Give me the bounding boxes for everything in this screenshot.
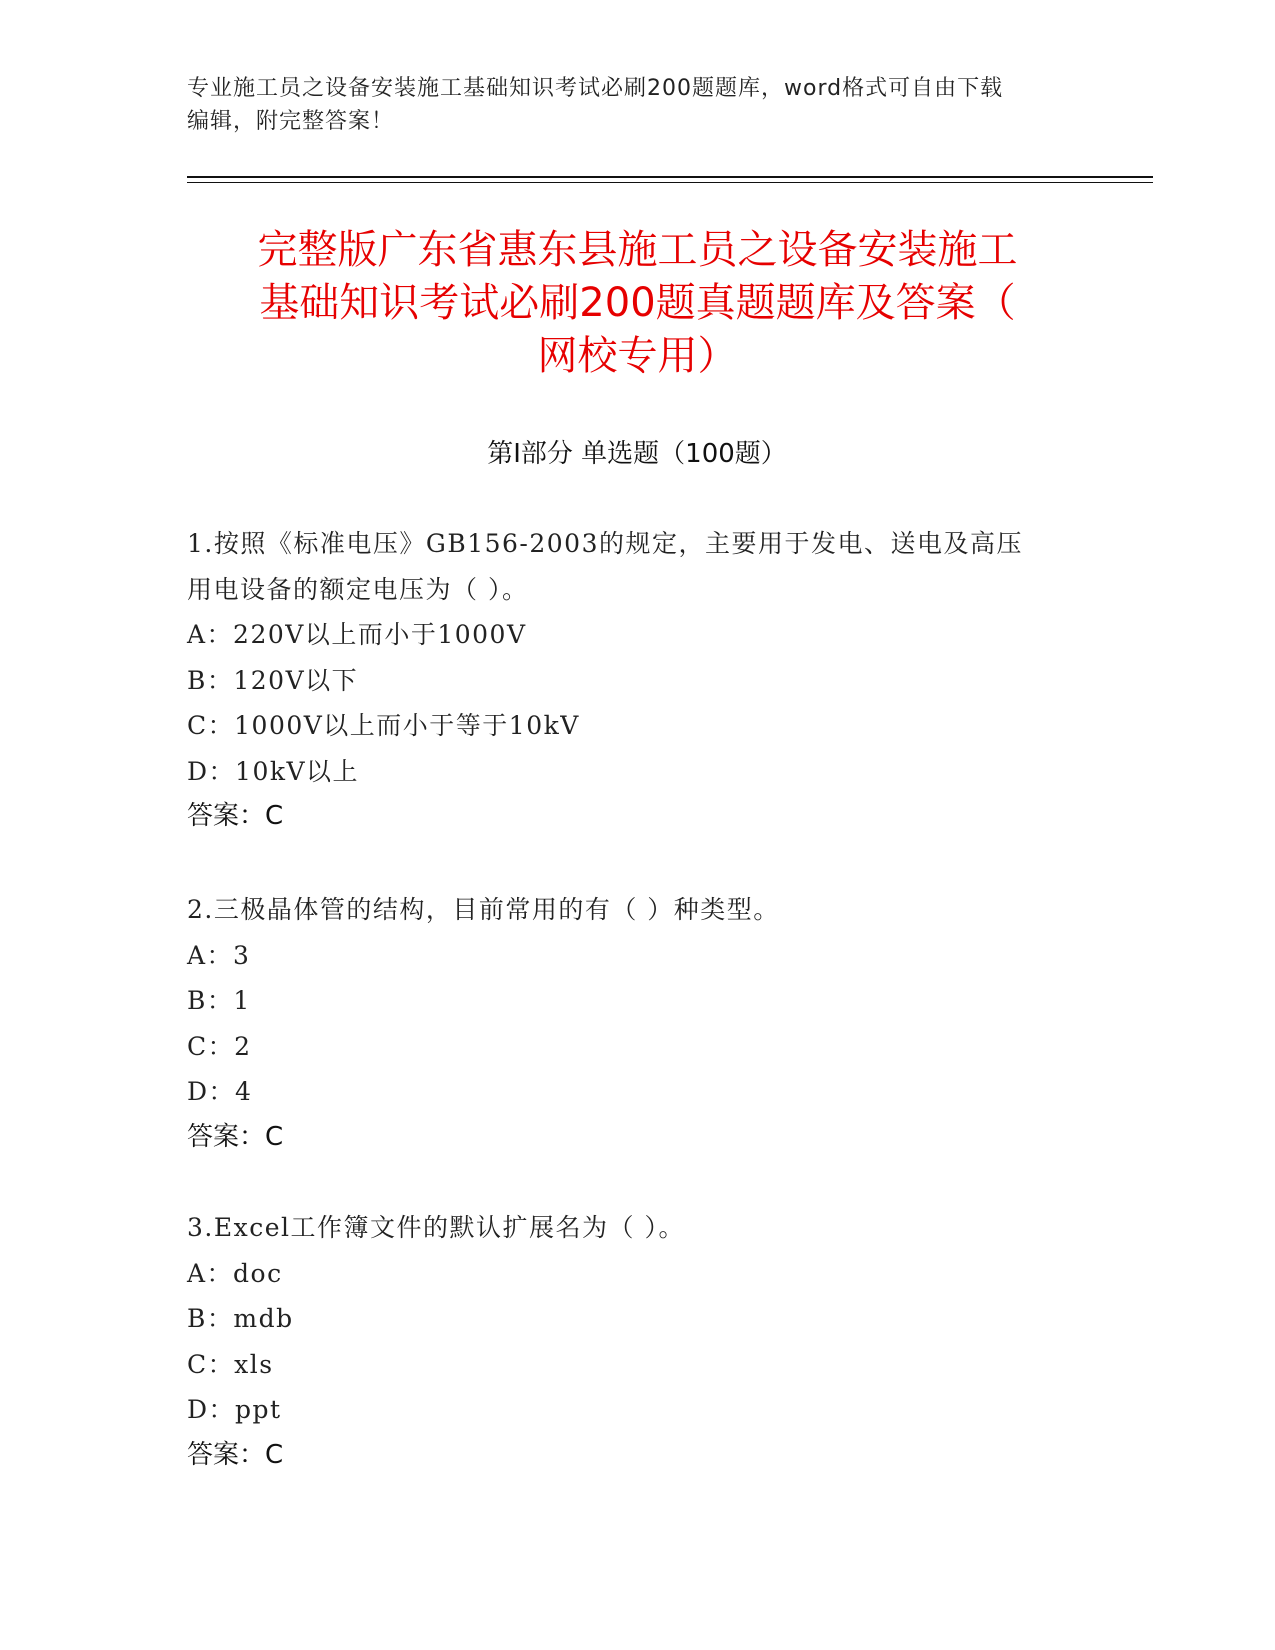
header-note-line-1: 专业施工员之设备安装施工基础知识考试必刷200题题库，word格式可自由下载	[187, 76, 1004, 101]
question-stem-line-1: 2.三极晶体管的结构，目前常用的有（ ）种类型。	[187, 895, 780, 924]
header-rule-thick	[187, 176, 1153, 178]
option-c: C：2	[187, 1031, 252, 1061]
question-2	[187, 887, 1087, 1160]
option-a: A：doc	[187, 1258, 283, 1288]
option-b: B：mdb	[187, 1304, 294, 1333]
title-line-2: 基础知识考试必刷200题真题题库及答案（	[259, 280, 1016, 326]
answer: 答案：C	[187, 1439, 284, 1470]
option-d: D：ppt	[187, 1395, 282, 1424]
question-stem-line-2: 用电设备的额定电压为（ ）。	[187, 574, 529, 604]
header-note	[187, 72, 1087, 138]
title-line-3: 网校专用）	[537, 333, 738, 379]
option-a: A：220V以上而小于1000V	[187, 620, 527, 649]
option-a: A：3	[187, 940, 251, 970]
question-1	[187, 521, 1087, 840]
question-stem-line-1: 1.按照《标准电压》GB156-2003的规定，主要用于发电、送电及高压	[187, 529, 1023, 558]
option-d: D：10kV以上	[187, 756, 360, 786]
answer: 答案：C	[187, 1121, 284, 1152]
question-stem-line-1: 3.Excel工作簿文件的默认扩展名为（ ）。	[187, 1213, 685, 1242]
document-title	[190, 224, 1085, 383]
answer: 答案：C	[187, 801, 284, 831]
option-c: C：1000V以上而小于等于10kV	[187, 711, 580, 740]
question-3	[187, 1205, 1087, 1478]
option-c: C：xls	[187, 1349, 274, 1379]
section-heading: 第Ⅰ部分 单选题（100题）	[487, 439, 787, 469]
header-note-line-2: 编辑，附完整答案！	[187, 109, 395, 134]
option-d: D：4	[187, 1077, 253, 1106]
option-b: B：1	[187, 986, 251, 1015]
header-rule-thin	[187, 182, 1153, 183]
option-b: B：120V以下	[187, 665, 359, 695]
title-line-1: 完整版广东省惠东县施工员之设备安装施工	[257, 227, 1018, 273]
